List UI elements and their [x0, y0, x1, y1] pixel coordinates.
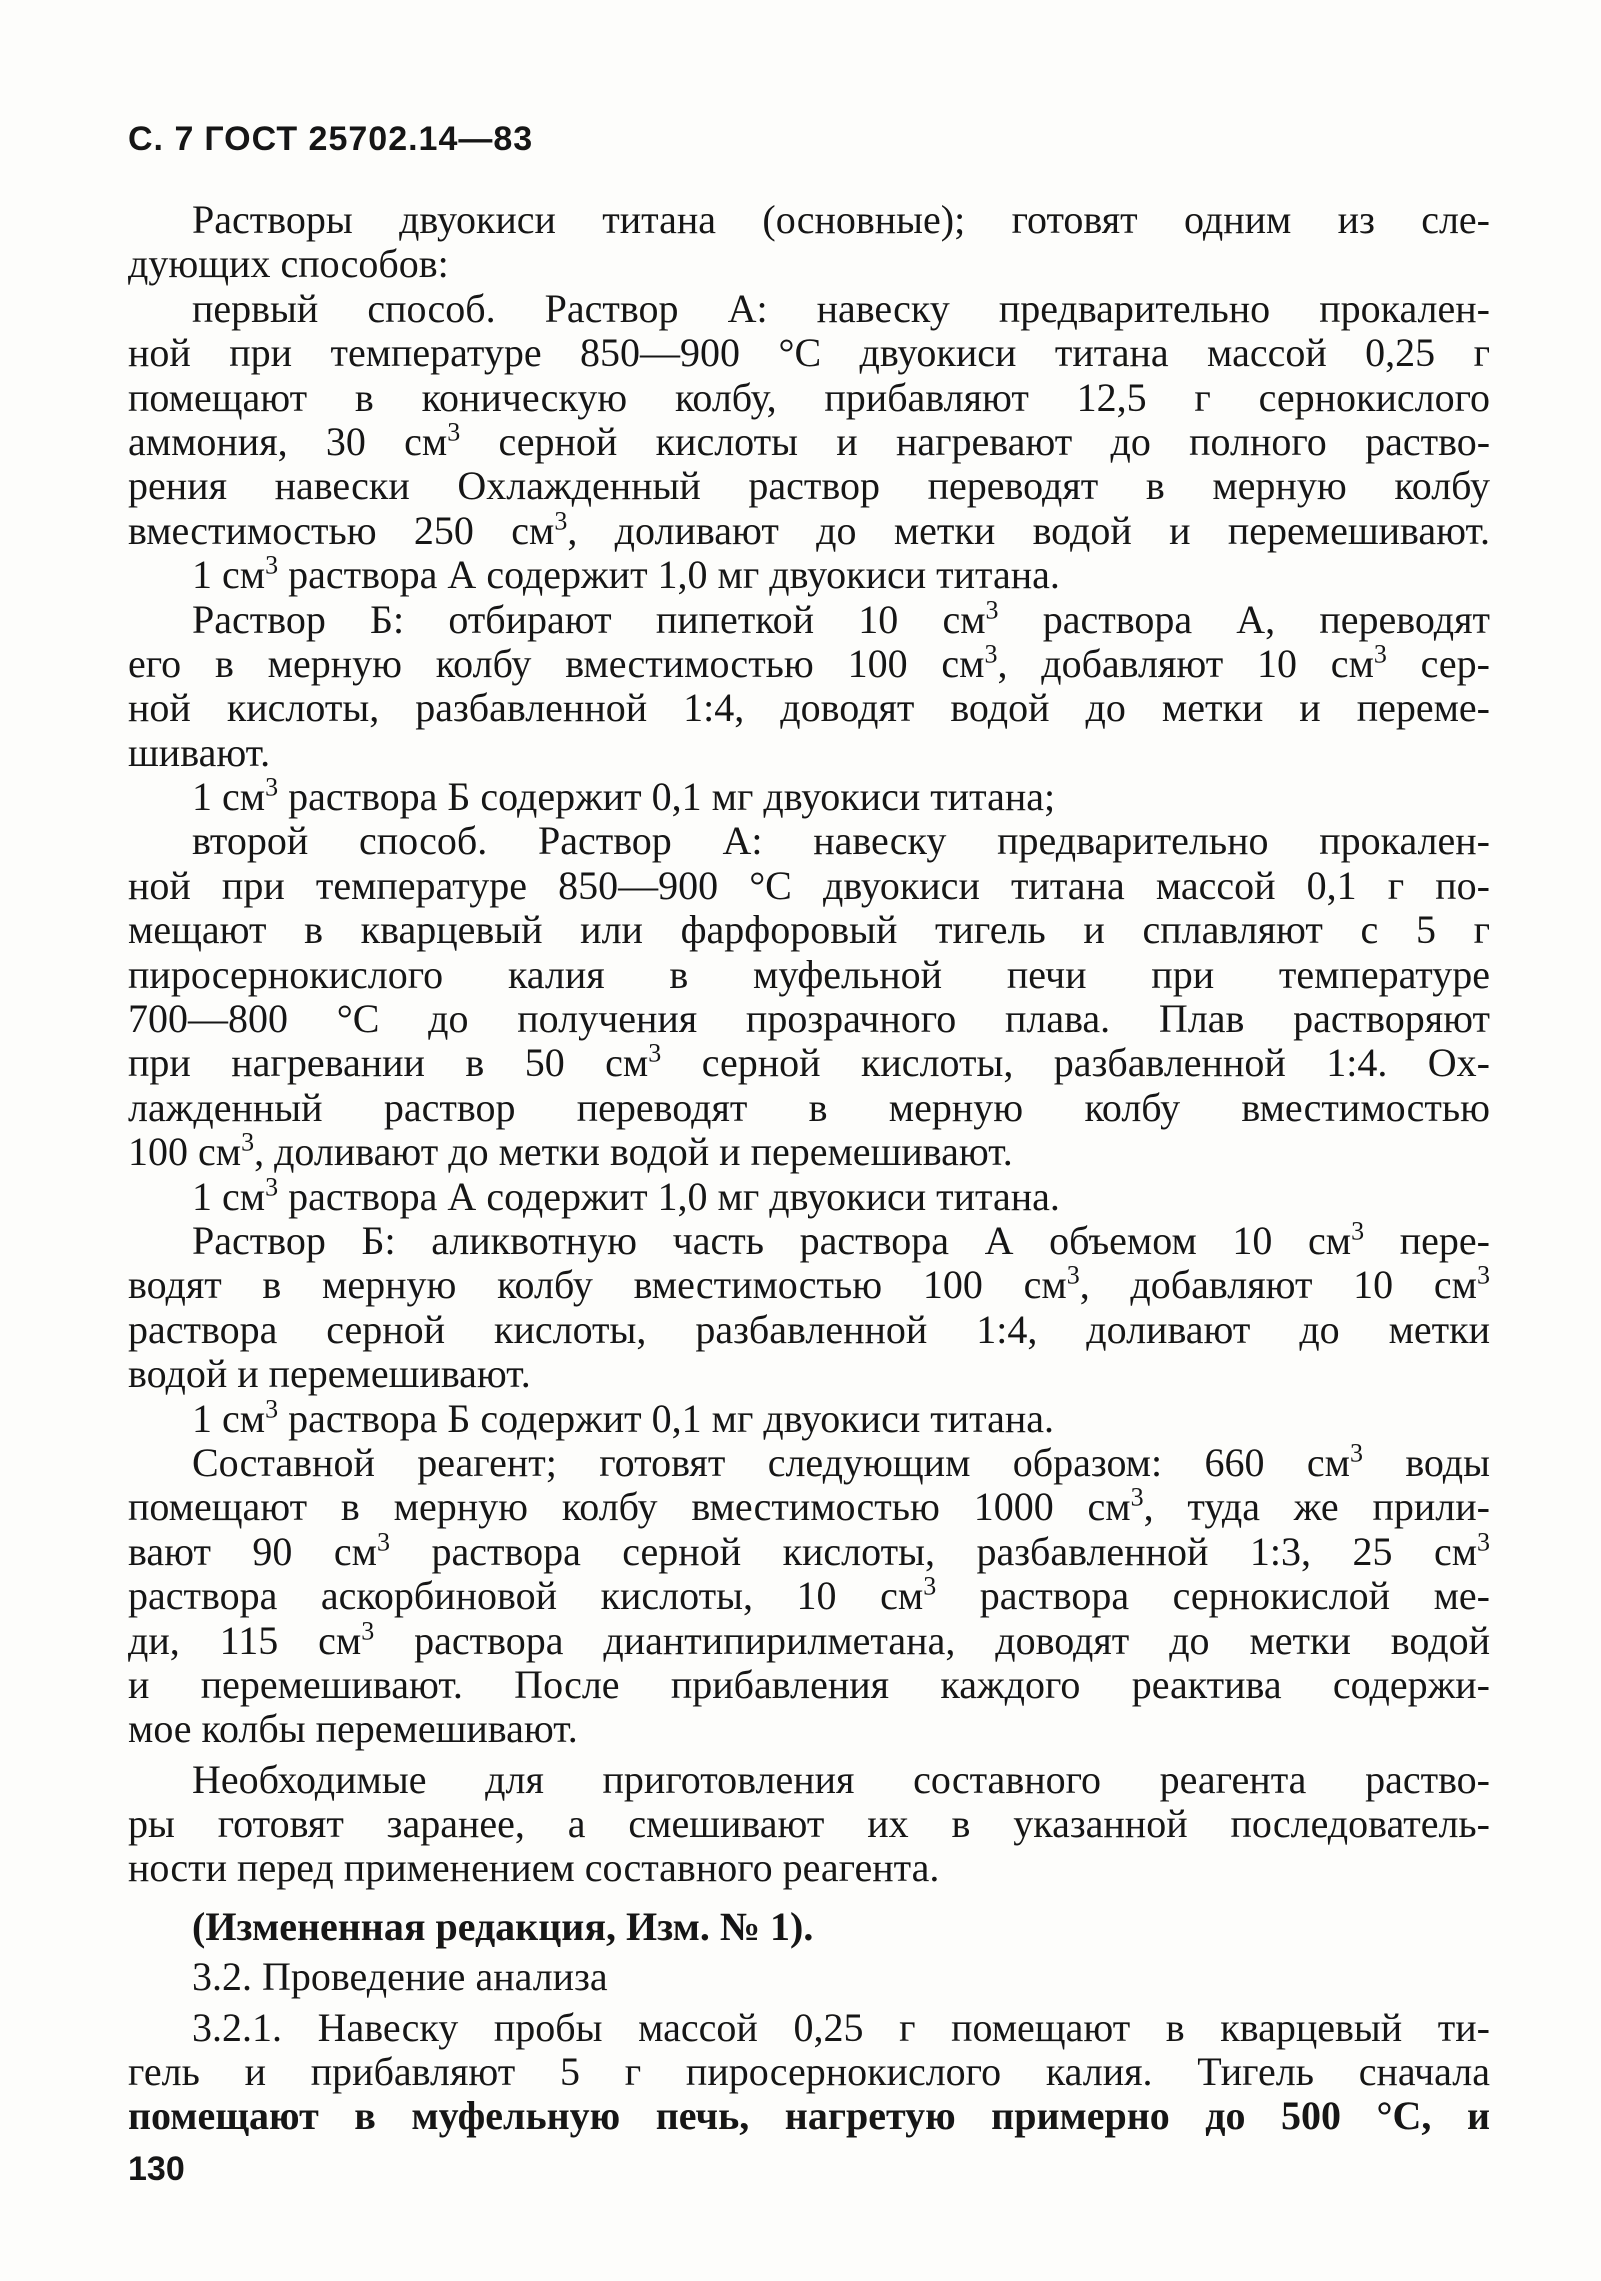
- text-line: ной при температуре 850—900 °С двуокиси титана массой 0,25 г: [128, 330, 1490, 376]
- text-line: мещают в кварцевый или фарфоровый тигель и сплавляют с 5 г: [128, 907, 1490, 953]
- text-line: водой и перемешивают.: [128, 1351, 531, 1397]
- text-line: Раствор Б: отбирают пипеткой 10 $см^3$ раствора А, переводят: [192, 595, 1490, 642]
- text-line: ры готовят заранее, а смешивают их в указанной последователь-: [128, 1801, 1490, 1847]
- text-line: аммония, 30 $см^3$ серной кислоты и нагревают до полного раство-: [128, 417, 1491, 464]
- text-line: 700—800 °С до получения прозрачного плава. Плав растворяют: [128, 996, 1490, 1042]
- text-line: первый способ. Раствор А: навеску предварительно прокален-: [192, 285, 1490, 331]
- text-line: вместимостью 250 $см^3$, доливают до метки водой и перемешивают.: [128, 506, 1490, 553]
- text-line: (Измененная редакция, Изм. № 1).: [192, 1903, 814, 1949]
- text-line: второй способ. Раствор А: навеску предварительно прокален-: [192, 818, 1490, 864]
- text-line: помещают в мерную колбу вместимостью 1000 $см^3$, туда же прили-: [128, 1483, 1490, 1530]
- text-line: помещают в коническую колбу, прибавляют 12,5 г сернокислого: [128, 374, 1490, 420]
- text-line: Необходимые для приготовления составного реагента раство-: [192, 1756, 1490, 1802]
- text-line: пиросернокислого калия в муфельной печи при температуре: [128, 951, 1490, 997]
- header-page-label: С. 7: [128, 120, 195, 158]
- header-standard-code: ГОСТ 25702.14—83: [204, 120, 534, 158]
- text-line: дующих способов:: [128, 241, 449, 287]
- text-line: лажденный раствор переводят в мерную колбу вместимостью: [128, 1084, 1490, 1130]
- text-line: 1 $см^3$ раствора Б содержит 0,1 мг двуокиси титана;: [192, 772, 1056, 820]
- text-line: раствора серной кислоты, разбавленной 1:4, доливают до метки: [128, 1306, 1490, 1352]
- page-number: 130: [128, 2150, 185, 2188]
- text-line: Раствор Б: аликвотную часть раствора А объемом 10 $см^3$ пере-: [192, 1216, 1490, 1263]
- text-line: водят в мерную колбу вместимостью 100 $см^3$, добавляют 10 $см^3$: [128, 1261, 1490, 1308]
- text-line: шивают.: [128, 729, 271, 775]
- text-line: 1 $см^3$ раствора А содержит 1,0 мг двуокиси титана.: [192, 1172, 1060, 1219]
- text-line: раствора аскорбиновой кислоты, 10 $см^3$ раствора сернокислой ме-: [128, 1571, 1491, 1619]
- text-line: 3.2.1. Навеску пробы массой 0,25 г помещают в кварцевый ти-: [192, 2004, 1490, 2050]
- text-line: 1 $см^3$ раствора Б содержит 0,1 мг двуокиси титана.: [192, 1394, 1054, 1441]
- text-line: его в мерную колбу вместимостью 100 $см^3$, добавляют 10 $см^3$ сер-: [128, 639, 1490, 686]
- text-line: и перемешивают. После прибавления каждого реактива содержи-: [128, 1661, 1490, 1707]
- text-line: ной при температуре 850—900 °С двуокиси титана массой 0,1 г по-: [128, 862, 1490, 908]
- body-text: [128, 198, 1490, 2139]
- text-line: 100 $см^3$, доливают до метки водой и перемешивают.: [128, 1127, 1013, 1175]
- text-line: вают 90 $см^3$ раствора серной кислоты, разбавленной 1:3, 25 $см^3$: [128, 1527, 1491, 1574]
- text-line: помещают в муфельную печь, нагретую примерно до 500 °С, и: [128, 2093, 1490, 2139]
- text-line: ди, 115 $см^3$ раствора диантипирилметана, доводят до метки водой: [128, 1616, 1490, 1663]
- page-header: [128, 120, 543, 159]
- text-line: при нагревании в 50 $см^3$ серной кислоты, разбавленной 1:4. Ох-: [128, 1039, 1490, 1086]
- text-line: Составной реагент; готовят следующим образом: 660 $см^3$ воды: [192, 1438, 1491, 1485]
- text-line: ности перед применением составного реагента.: [128, 1845, 940, 1891]
- text-line: мое колбы перемешивают.: [128, 1706, 578, 1752]
- text-line: гель и прибавляют 5 г пиросернокислого калия. Тигель сначала: [128, 2049, 1490, 2095]
- text-line: рения навески Охлажденный раствор переводят в мерную колбу: [128, 463, 1490, 509]
- text-line: Растворы двуокиси титана (основные); готовят одним из сле-: [192, 197, 1490, 242]
- text-line: 3.2. Проведение анализа: [192, 1954, 608, 2000]
- text-line: 1 $см^3$ раствора А содержит 1,0 мг двуокиси титана.: [192, 550, 1060, 598]
- text-line: ной кислоты, разбавленной 1:4, доводят водой до метки и переме-: [128, 685, 1490, 731]
